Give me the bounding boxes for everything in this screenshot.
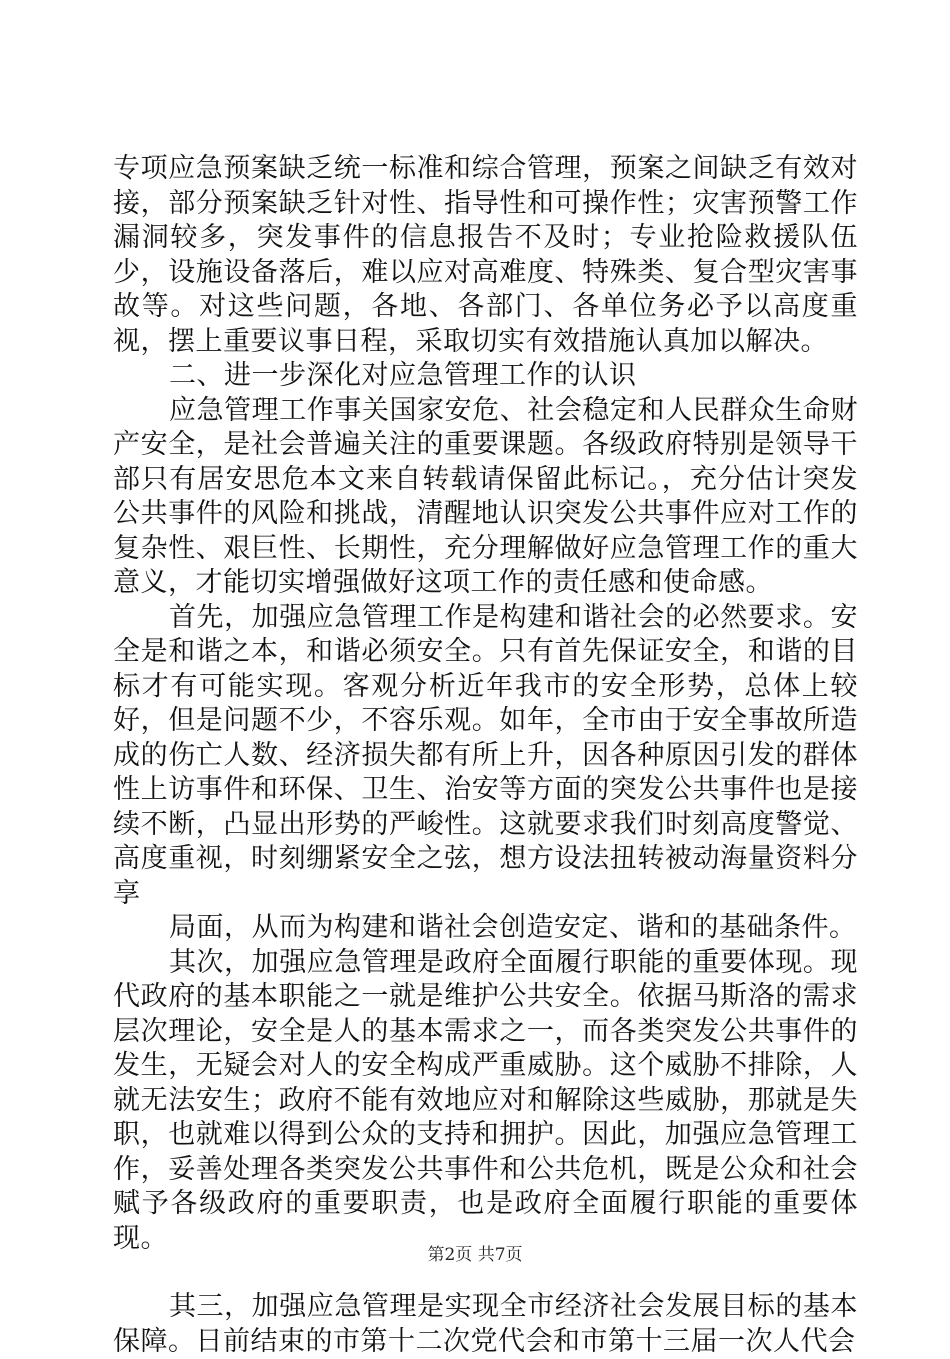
paragraph-3: 首先，加强应急管理工作是构建和谐社会的必然要求。安全是和谐之本，和谐必须安全。只有首先保证安全，和谐的目标才有可能实现。客观分析近年我市的安全形势，总体上较好，但是问题不少，不容乐观。如年，全市由于安全事故所造成的伤亡人数、经济损失都有所上升，因各种原因引发的群体性上访事件和环保、卫生、治安等方面的突发公共事件也是接续不断，凸显出形势的严峻性。这就要求我们时刻高度警觉、高度重视，时刻绷紧安全之弦，想方设法扭转被动海量资料分享 [113, 601, 858, 909]
paragraph-2: 应急管理工作事关国家安危、社会稳定和人民群众生命财产安全，是社会普遍关注的重要课题。各级政府特别是领导干部只有居安思危本文来自转载请保留此标记。，充分估计突发公共事件的风险和挑战，清醒地认识突发公共事件应对工作的复杂性、艰巨性、长期性，充分理解做好应急管理工作的重大意义，才能切实增强做好这项工作的责任感和使命感。 [113, 394, 858, 598]
paragraph-1: 专项应急预案缺乏统一标准和综合管理，预案之间缺乏有效对接，部分预案缺乏针对性、指导性和可操作性；灾害预警工作漏洞较多，突发事件的信息报告不及时；专业抢险救援队伍少，设施设备落后，难以应对高难度、特殊类、复合型灾害事故等。对这些问题，各地、各部门、各单位务必予以高度重视，摆上重要议事日程，采取切实有效措施认真加以解决。 [113, 153, 858, 357]
page-number: 第2页 共7页 [427, 1245, 523, 1265]
document-body [113, 152, 858, 1359]
paragraph-6: 其三，加强应急管理是实现全市经济社会发展目标的基本保障。日前结束的市第十二次党代会和市第十三届一次人代会 [113, 1291, 858, 1357]
paragraph-4: 局面，从而为构建和谐社会创造安定、谐和的基础条件。 [169, 912, 857, 943]
section-heading: 二、进一步深化对应急管理工作的认识 [169, 360, 637, 391]
paragraph-5: 其次，加强应急管理是政府全面履行职能的重要体现。现代政府的基本职能之一就是维护公共安全。依据马斯洛的需求层次理论，安全是人的基本需求之一，而各类突发公共事件的发生，无疑会对人的安全构成严重威胁。这个威胁不排除，人就无法安生；政府不能有效地应对和解除这些威胁，那就是失职，也就难以得到公众的支持和拥护。因此，加强应急管理工作，妥善处理各类突发公共事件和公共危机，既是公众和社会赋予各级政府的重要职责，也是政府全面履行职能的重要体现。 [113, 946, 858, 1254]
